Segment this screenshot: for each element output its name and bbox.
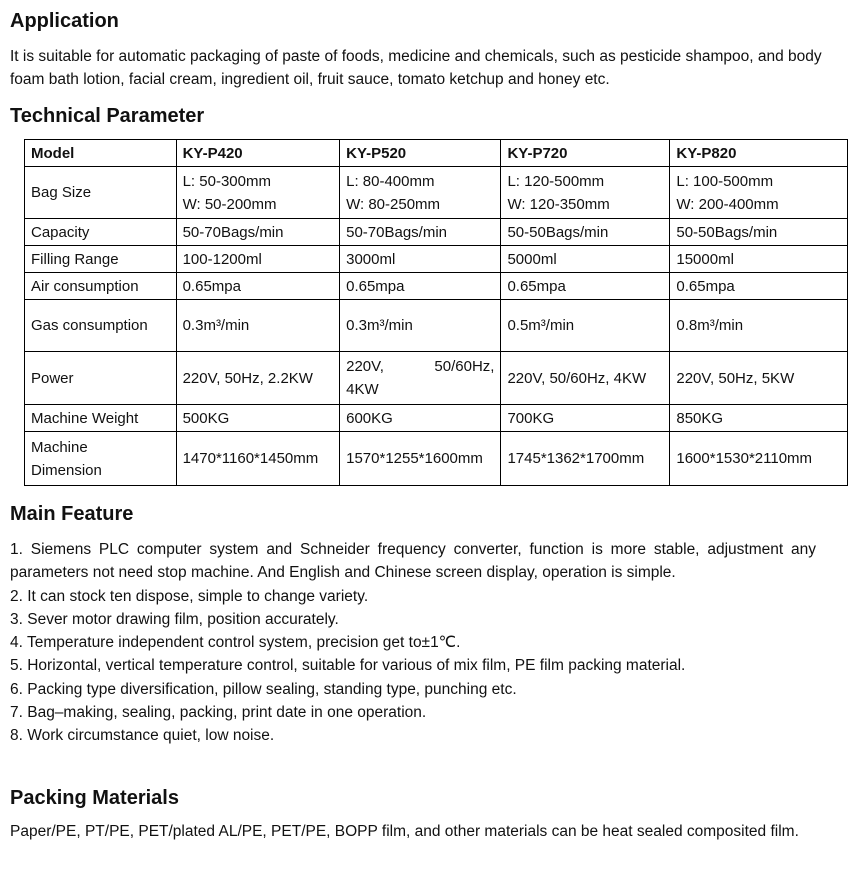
cell-line: L: 120-500mm: [507, 172, 605, 190]
table-cell: 220V, 50Hz, 5KW: [670, 352, 848, 405]
table-row-capacity: [25, 219, 848, 246]
table-cell: 600KG: [340, 405, 501, 432]
cell-line: L: 50-300mm: [182, 172, 271, 190]
header-cell-ky-p420: KY-P420: [176, 140, 340, 167]
application-heading: Application: [10, 10, 119, 32]
cell-line: 4KW: [346, 381, 379, 398]
table-cell: 0.65mpa: [670, 273, 848, 300]
row-label: Power: [25, 352, 177, 405]
table-cell: 220V, 50/60Hz, 4KW: [501, 352, 670, 405]
table-row-gas-consumption: [25, 300, 848, 352]
table-cell: 5000ml: [501, 246, 670, 273]
row-label: Gas consumption: [25, 300, 177, 352]
table-row-bag-size: [25, 167, 848, 219]
list-item: 5. Horizontal, vertical temperature control, suitable for various of mix film, PE film packing material.: [10, 657, 686, 675]
table-row-machine-dimension: [25, 432, 848, 486]
cell-line: W: 120-350mm: [507, 195, 610, 213]
table-header-row: [25, 140, 848, 167]
table-cell: 3000ml: [340, 246, 501, 273]
main-feature-heading: Main Feature: [10, 503, 134, 525]
table-cell: 50-50Bags/min: [501, 219, 670, 246]
table-row-air-consumption: [25, 273, 848, 300]
table-cell: 15000ml: [670, 246, 848, 273]
table-cell: 0.5m³/min: [501, 300, 670, 352]
row-label: Machine Weight: [25, 405, 177, 432]
table-cell: 50-70Bags/min: [340, 219, 501, 246]
table-cell: 0.8m³/min: [670, 300, 848, 352]
table-cell: 220V, 50Hz, 2.2KW: [176, 352, 340, 405]
table-cell: 50-70Bags/min: [176, 219, 340, 246]
table-cell: 700KG: [501, 405, 670, 432]
table-cell: 0.65mpa: [501, 273, 670, 300]
cell-line: W: 50-200mm: [182, 195, 277, 213]
header-cell-ky-p820: KY-P820: [670, 140, 848, 167]
table-cell: 100-1200ml: [176, 246, 340, 273]
row-label: [25, 432, 177, 486]
table-cell: [176, 167, 340, 219]
list-item: 4. Temperature independent control system, precision get to±1℃.: [10, 634, 461, 652]
list-item: 1. Siemens PLC computer system and Schneider frequency converter, function is more stable, adjustment any parameters not need stop machine. And English and Chinese screen display, operation is simple.: [10, 541, 816, 582]
header-cell-ky-p720: KY-P720: [501, 140, 670, 167]
table-cell: [340, 352, 501, 405]
cell-line: L: 80-400mm: [346, 172, 435, 190]
table-cell: 0.3m³/min: [176, 300, 340, 352]
table-cell: 1600*1530*2110mm: [670, 432, 848, 486]
header-cell-model: Model: [25, 140, 177, 167]
table-cell: 1470*1160*1450mm: [176, 432, 340, 486]
application-text: It is suitable for automatic packaging of paste of foods, medicine and chemicals, such as pesticide shampoo, and body foam bath lotion, facial cream, ingredient oil, fruit sauce, tomato ketchup and honey etc.: [10, 48, 822, 88]
row-label: Bag Size: [25, 167, 177, 219]
table-cell: 50-50Bags/min: [670, 219, 848, 246]
cell-fragment: 220V,: [346, 358, 384, 375]
technical-parameter-heading: Technical Parameter: [10, 105, 205, 127]
table-row-filling-range: [25, 246, 848, 273]
row-label: Capacity: [25, 219, 177, 246]
list-item: 6. Packing type diversification, pillow sealing, standing type, punching etc.: [10, 680, 517, 698]
table-row-machine-weight: [25, 405, 848, 432]
row-label: Air consumption: [25, 273, 177, 300]
feature-list: [10, 538, 816, 748]
table-cell: 500KG: [176, 405, 340, 432]
cell-line: W: 200-400mm: [676, 195, 779, 213]
table-cell: 850KG: [670, 405, 848, 432]
cell-line: [346, 355, 494, 378]
table-row-power: [25, 352, 848, 405]
cell-line: W: 80-250mm: [346, 195, 441, 213]
cell-fragment: 50/60Hz,: [434, 358, 495, 375]
table-cell: 1570*1255*1600mm: [340, 432, 501, 486]
row-label: Filling Range: [25, 246, 177, 273]
cell-line: Dimension: [31, 461, 102, 479]
table-cell: [501, 167, 670, 219]
list-item: 7. Bag–making, sealing, packing, print date in one operation.: [10, 704, 427, 722]
cell-line: Machine: [31, 438, 88, 456]
cell-line: L: 100-500mm: [676, 172, 774, 190]
technical-parameter-table: [24, 139, 848, 486]
header-cell-ky-p520: KY-P520: [340, 140, 501, 167]
list-item: 3. Sever motor drawing film, position accurately.: [10, 610, 339, 628]
table-cell: [340, 167, 501, 219]
list-item: 2. It can stock ten dispose, simple to change variety.: [10, 587, 369, 605]
packing-materials-heading: Packing Materials: [10, 787, 179, 809]
list-item: 8. Work circumstance quiet, low noise.: [10, 727, 275, 745]
table-cell: 0.65mpa: [340, 273, 501, 300]
table-cell: 0.3m³/min: [340, 300, 501, 352]
table-cell: 0.65mpa: [176, 273, 340, 300]
table-cell: [670, 167, 848, 219]
packing-materials-text: Paper/PE, PT/PE, PET/plated AL/PE, PET/PE, BOPP film, and other materials can be heat sealed composited film.: [10, 823, 799, 840]
table-cell: 1745*1362*1700mm: [501, 432, 670, 486]
